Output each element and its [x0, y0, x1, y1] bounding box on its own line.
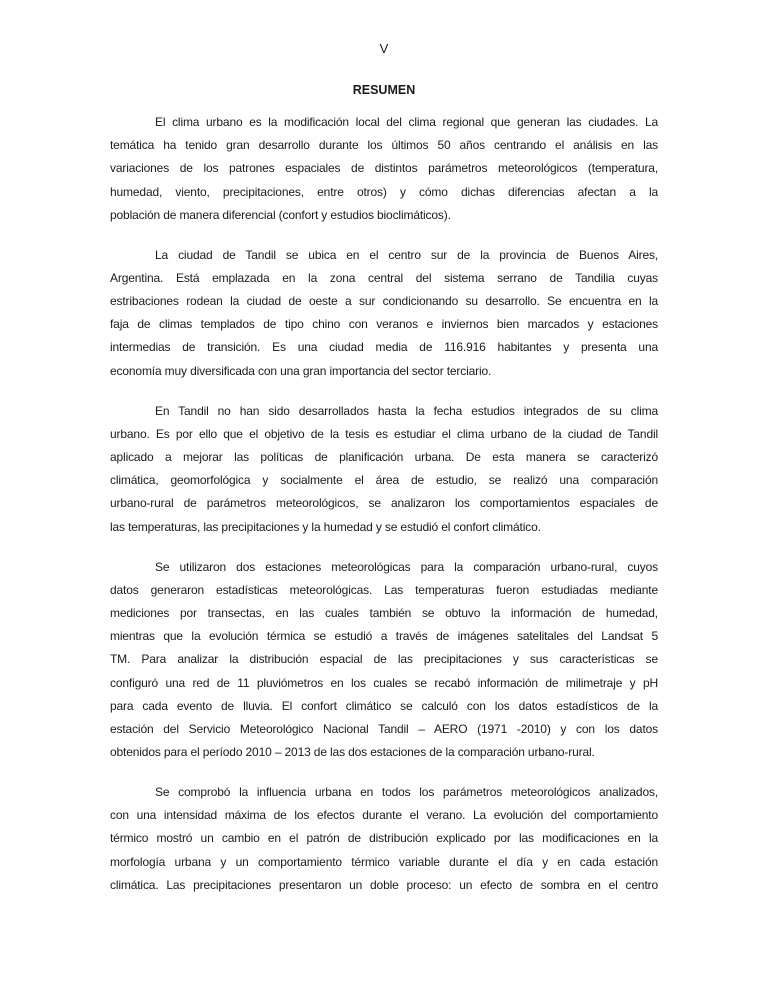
text-line: variaciones de los patrones espaciales de distintos parámetros meteorológicos (temperatura, [110, 161, 658, 176]
text-line: Argentina. Está emplazada en la zona central del sistema serrano de Tandilia cuyas [110, 270, 658, 285]
text-line: térmico mostró un cambio en el patrón de distribución explicado por las modificaciones en la [110, 831, 658, 846]
text-line: Se utilizaron dos estaciones meteorológicas para la comparación urbano-rural, cuyos [155, 559, 658, 574]
text-line: TM. Para analizar la distribución espacial de las precipitaciones y sus características se [110, 652, 658, 667]
text-line: climática, geomorfológica y socialmente el área de estudio, se realizó una comparación [110, 473, 658, 488]
text-line: intermedias de transición. Es una ciudad media de 116.916 habitantes y presenta una [110, 340, 658, 355]
text-line: urbano-rural de parámetros meteorológicos, se analizaron los comportamientos espaciales de [110, 496, 658, 511]
text-line: datos generaron estadísticas meteorológicas. Las temperaturas fueron estudiadas mediante [110, 582, 658, 597]
text-line: estación del Servicio Meteorológico Nacional Tandil – AERO (1971 -2010) y con los datos [110, 721, 658, 736]
text-line: las temperaturas, las precipitaciones y la humedad y se estudió el confort climático. [110, 519, 541, 534]
text-line: En Tandil no han sido desarrollados hasta la fecha estudios integrados de su clima [155, 403, 658, 418]
text-line: mientras que la evolución térmica se estudió a través de imágenes satelitales del Landsat 5 [110, 629, 658, 644]
text-line: para cada evento de lluvia. El confort climático se calculó con los datos estadísticos de la [110, 698, 658, 713]
text-line: humedad, viento, precipitaciones, entre otros) y cómo dichas diferencias afectan a la [110, 184, 658, 199]
text-line: estribaciones rodean la ciudad de oeste a sur condicionando su desarrollo. Se encuentra en la [110, 294, 658, 309]
text-line: población de manera diferencial (confort y estudios bioclimáticos). [110, 207, 451, 222]
paragraph [110, 244, 658, 383]
text-line: faja de climas templados de tipo chino con veranos e inviernos bien marcados y estaciones [110, 317, 658, 332]
section-title: RESUMEN [352, 83, 416, 97]
text-line: configuró una red de 11 pluviómetros en los cuales se recabó información de milimetraje y pH [110, 675, 658, 690]
text-line: obtenidos para el período 2010 – 2013 de las dos estaciones de la comparación urbano-rural. [110, 745, 595, 760]
paragraph [110, 111, 658, 227]
paragraph [110, 781, 658, 897]
text-line: mediciones por transectas, en las cuales también se obtuvo la información de humedad, [110, 605, 658, 620]
document-body [110, 111, 658, 914]
text-line: El clima urbano es la modificación local del clima regional que generan las ciudades. La [155, 115, 658, 129]
text-line: temática ha tenido gran desarrollo durante los últimos 50 años centrando el análisis en las [110, 138, 658, 153]
text-line: economía muy diversificada con una gran importancia del sector terciario. [110, 363, 492, 378]
paragraph [110, 556, 658, 765]
paragraph [110, 400, 658, 539]
text-line: con una intensidad máxima de los efectos durante el verano. La evolución del comportamiento [110, 808, 658, 823]
text-line: La ciudad de Tandil se ubica en el centro sur de la provincia de Buenos Aires, [155, 247, 658, 262]
text-line: morfología urbana y un comportamiento térmico variable durante el día y en cada estación [110, 854, 658, 869]
text-line: climática. Las precipitaciones presentaron un doble proceso: un efecto de sombra en el centro [110, 877, 658, 892]
text-line: Se comprobó la influencia urbana en todos los parámetros meteorológicos analizados, [155, 785, 658, 800]
text-line: aplicado a mejorar las políticas de planificación urbana. De esta manera se caracterizó [110, 450, 658, 465]
page-number: V [379, 41, 389, 56]
text-line: urbano. Es por ello que el objetivo de la tesis es estudiar el clima urbano de la ciudad de Tandil [110, 426, 658, 441]
